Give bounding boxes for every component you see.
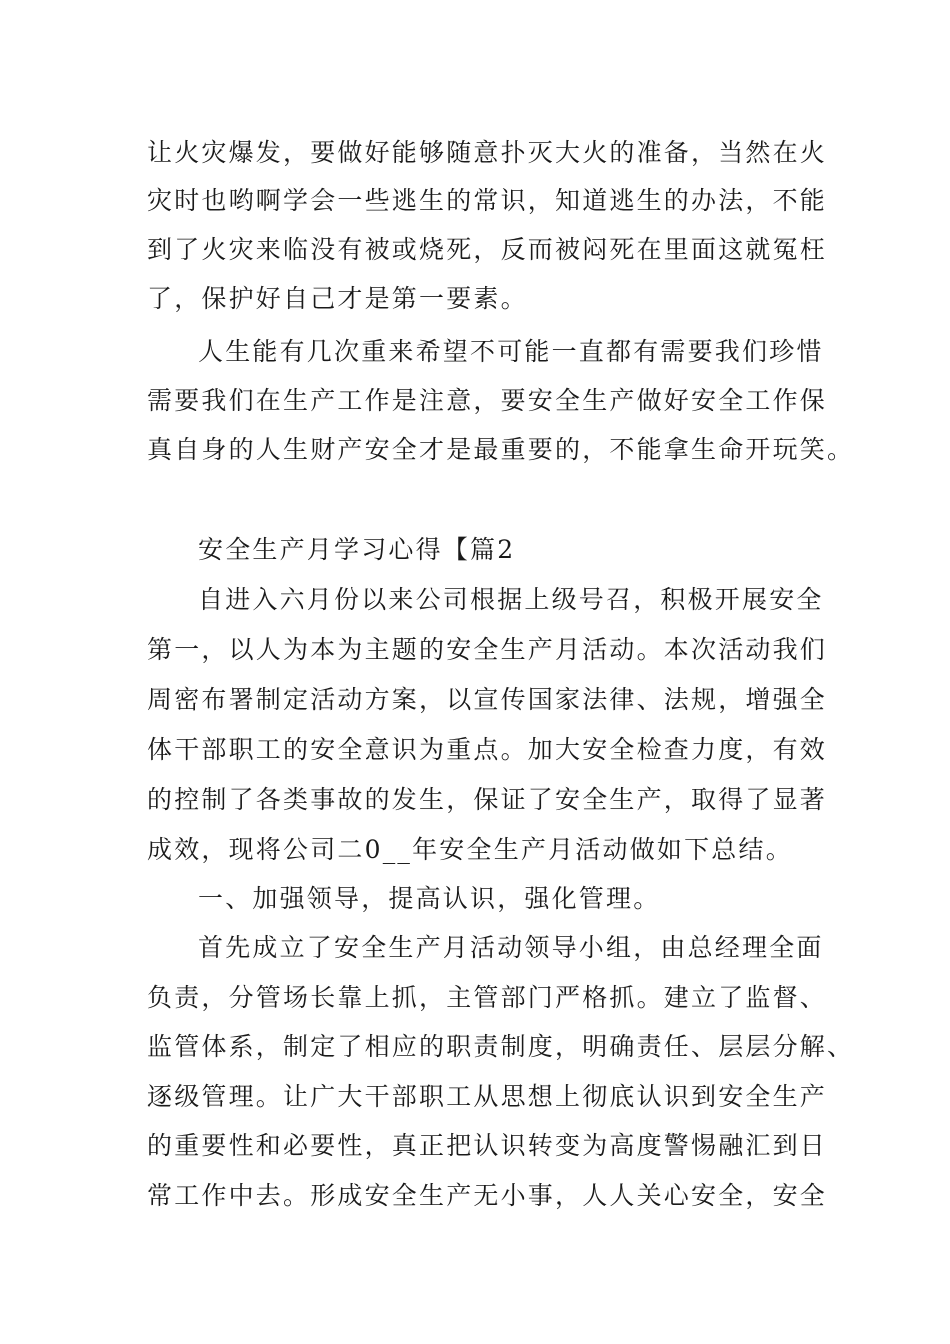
para3-line-2: 第一，以人为本为主题的安全生产月活动。本次活动我们: [147, 635, 828, 664]
para4-line-5: 的重要性和必要性，真正把认识转变为高度警惕融汇到日: [147, 1131, 828, 1160]
para1-line-1: 让火灾爆发，要做好能够随意扑灭大火的准备，当然在火: [147, 138, 828, 167]
para4-line-2: 负责，分管场长靠上抓，主管部门严格抓。建立了监督、: [147, 983, 828, 1012]
para4-line-4: 逐级管理。让广大干部职工从思想上彻底认识到安全生产: [147, 1082, 828, 1111]
para3-line-5: 的控制了各类事故的发生，保证了安全生产，取得了显著: [147, 785, 828, 814]
para3-line-1: 自进入六月份以来公司根据上级号召，积极开展安全: [198, 585, 824, 614]
para1-line-2: 灾时也哟啊学会一些逃生的常识，知道逃生的办法，不能: [147, 186, 828, 215]
para1-line-3: 到了火灾来临没有被或烧死，反而被闷死在里面这就冤枉: [147, 235, 828, 264]
para2-line-3: 真自身的人生财产安全才是最重要的，不能拿生命开玩笑。: [147, 435, 855, 464]
subheading: 一、加强领导，提高认识，强化管理。: [198, 884, 661, 913]
para4-line-6: 常工作中去。形成安全生产无小事，人人关心安全，安全: [147, 1181, 828, 1210]
para4-line-1: 首先成立了安全生产月活动领导小组，由总经理全面: [198, 933, 824, 962]
para4-line-3: 监管体系，制定了相应的职责制度，明确责任、层层分解、: [147, 1032, 855, 1061]
para3-line-3: 周密布署制定活动方案，以宣传国家法律、法规，增强全: [147, 685, 828, 714]
para2-line-2: 需要我们在生产工作是注意，要安全生产做好安全工作保: [147, 386, 828, 415]
para3-line-6: 成效，现将公司二0__年安全生产月活动做如下总结。: [147, 835, 793, 864]
para3-line-4: 体干部职工的安全意识为重点。加大安全检查力度，有效: [147, 735, 828, 764]
para2-line-1: 人生能有几次重来希望不可能一直都有需要我们珍惜: [198, 337, 824, 366]
section-heading: 安全生产月学习心得【篇2: [198, 535, 516, 564]
para1-line-4: 了，保护好自己才是第一要素。: [147, 284, 528, 313]
